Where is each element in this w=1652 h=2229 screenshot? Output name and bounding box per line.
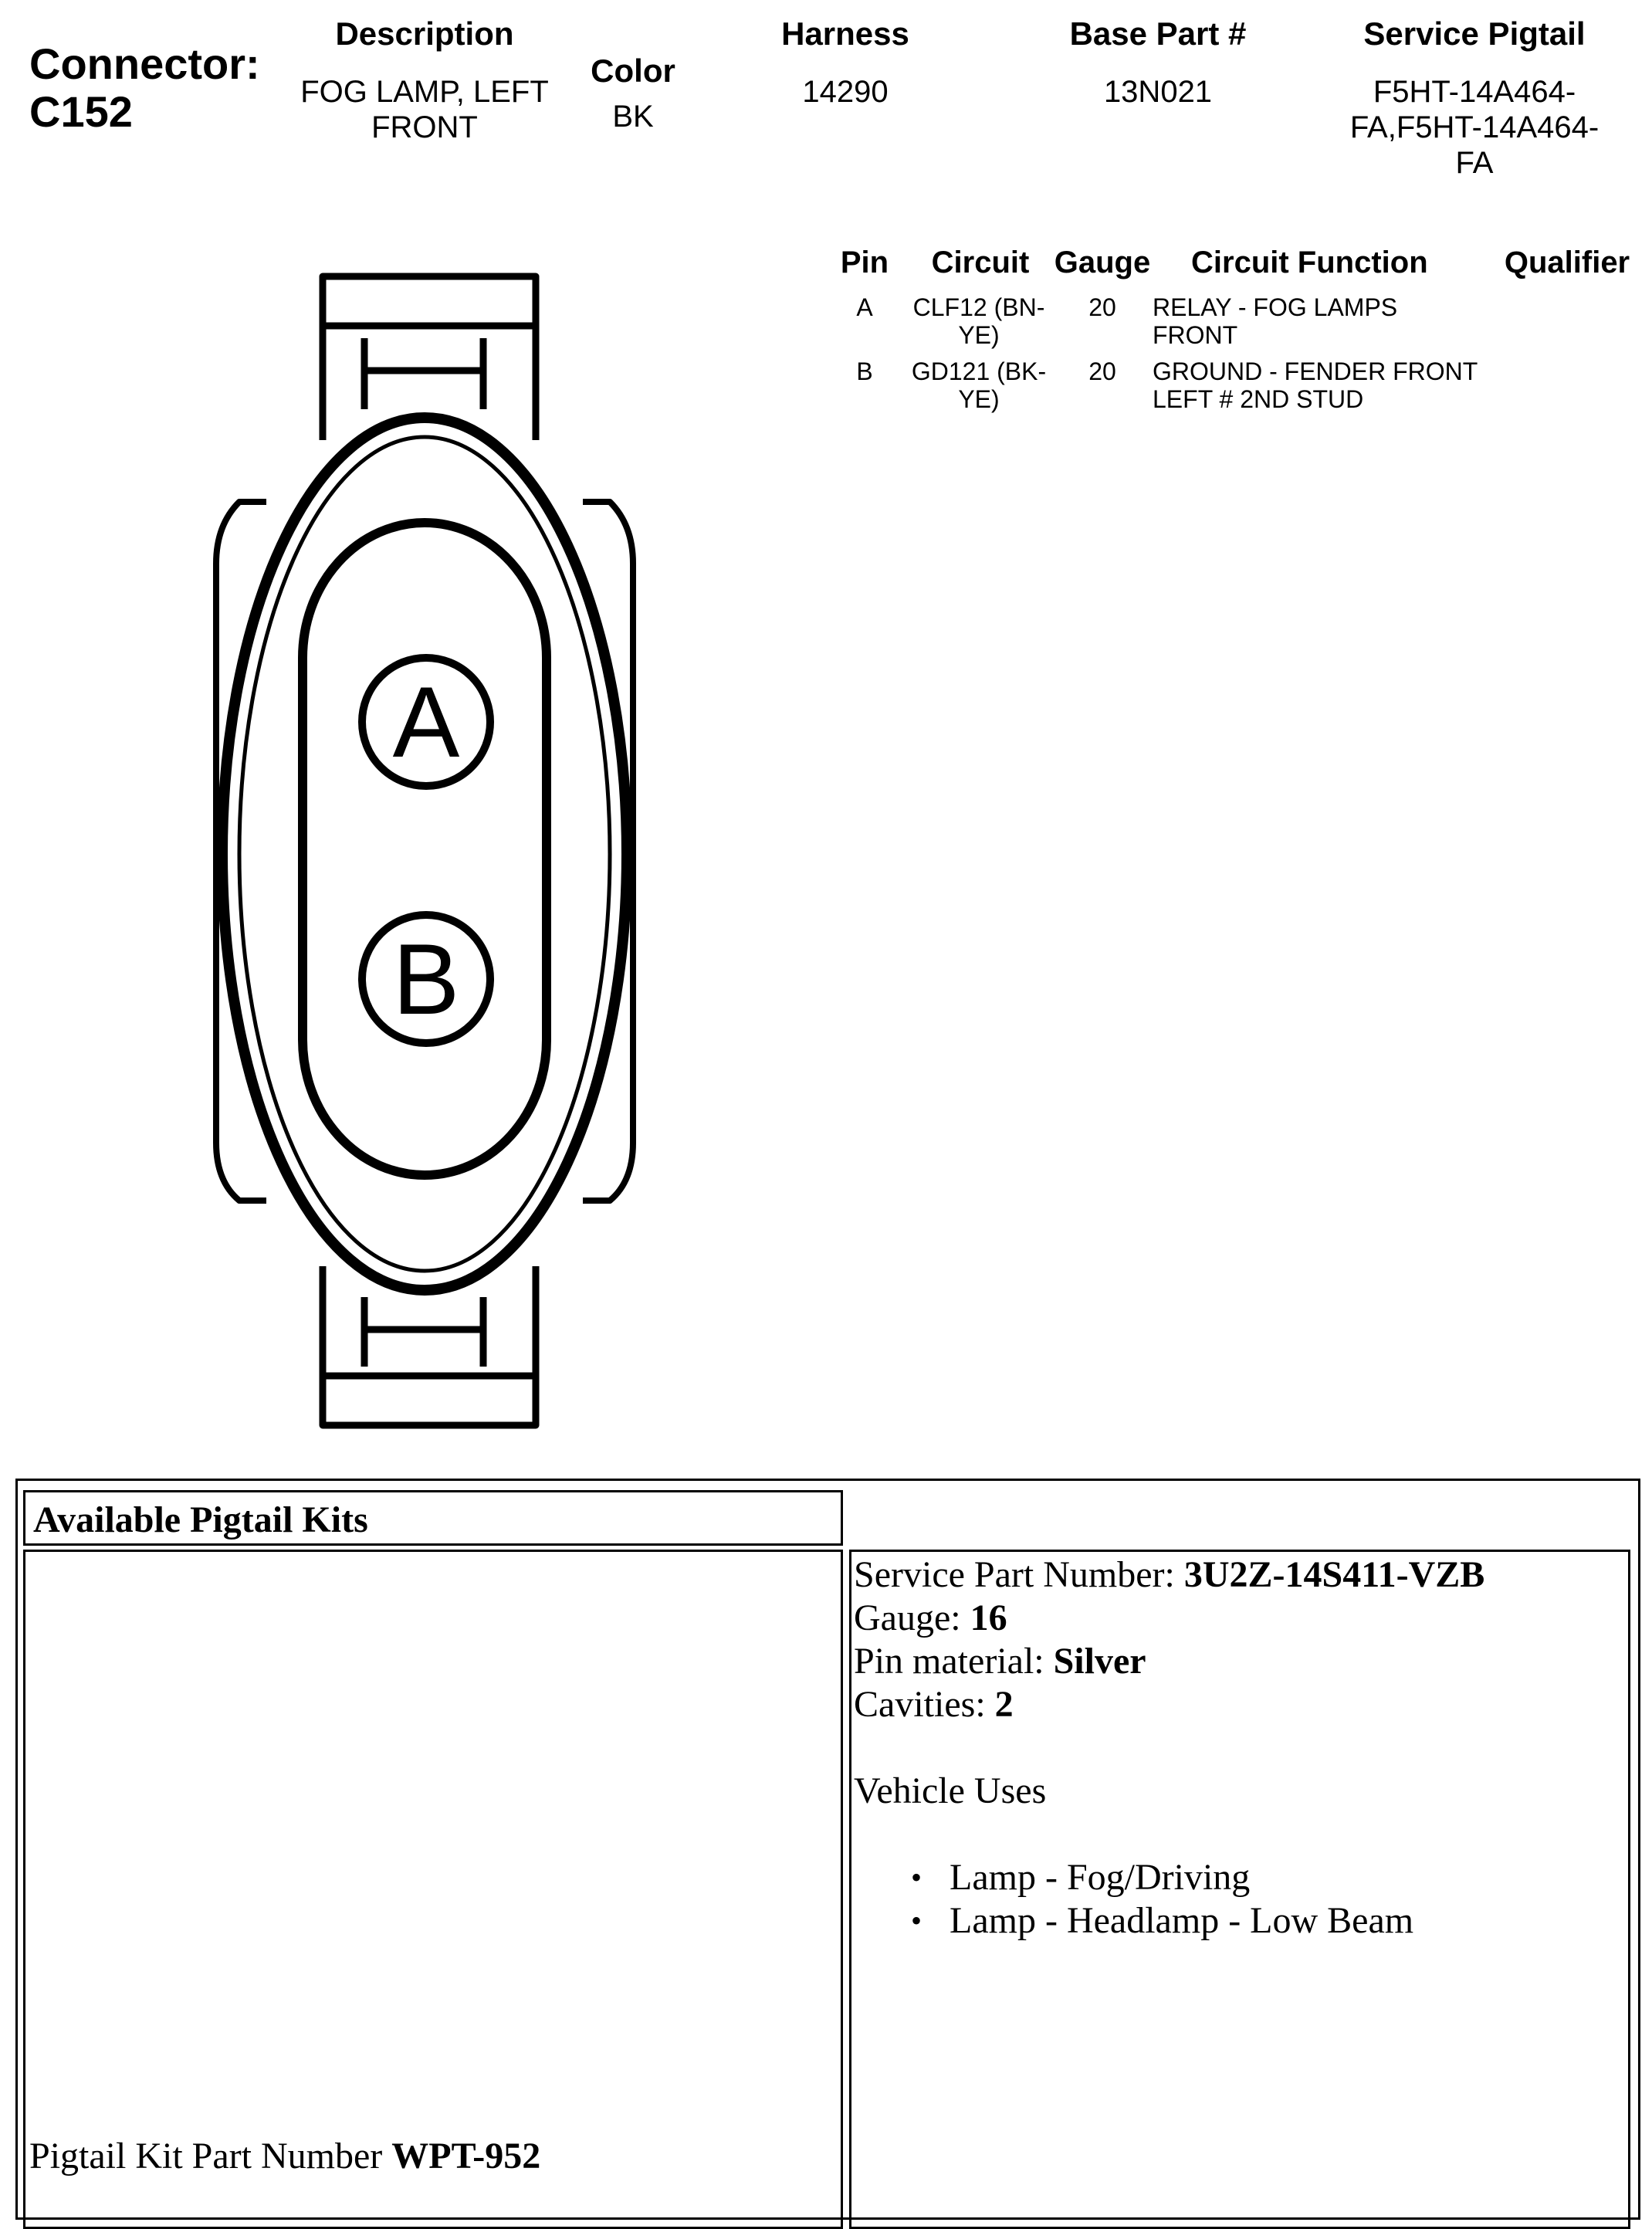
connector-insert (303, 523, 547, 1175)
service-pigtail-line: FA (1455, 146, 1494, 180)
pigtail-kits-title-cell (23, 1490, 843, 1546)
vehicle-uses-label: Vehicle Uses (854, 1770, 1047, 1811)
description-line: FRONT (371, 110, 478, 144)
function-line: FRONT (1153, 321, 1238, 349)
circuit-line: YE) (958, 321, 1000, 349)
service-pigtail-line: FA,F5HT-14A464- (1349, 110, 1600, 144)
pin-a-gauge: 20 (1088, 293, 1116, 321)
base-part-column (1034, 15, 1281, 110)
service-part-label: Service Part Number: (854, 1554, 1175, 1595)
circuit-line: GD121 (BK- (911, 357, 1047, 385)
service-pigtail-header: Service Pigtail (1363, 15, 1586, 52)
function-line: LEFT # 2ND STUD (1153, 385, 1364, 413)
pin-b-gauge: 20 (1088, 357, 1116, 385)
pin-column-header: Pin (840, 246, 889, 279)
pigtail-kits-title: Available Pigtail Kits (33, 1499, 368, 1540)
service-part-value: 3U2Z-14S411-VZB (1183, 1554, 1485, 1595)
pigtail-kit-part-number (29, 2135, 540, 2178)
cavities-value: 2 (994, 1684, 1014, 1725)
pin-a-circuit (902, 293, 1056, 349)
circuit-line: CLF12 (BN- (912, 293, 1045, 321)
vehicle-use-item: • Lamp - Fog/Driving (911, 1856, 1626, 1899)
gauge-value: 16 (970, 1597, 1007, 1638)
harness-header: Harness (781, 15, 909, 52)
connector-shell-rim (239, 437, 610, 1271)
color-value: BK (612, 100, 654, 134)
pin-a-id: A (856, 293, 873, 321)
base-part-header: Base Part # (1069, 15, 1247, 52)
pin-b-function (1153, 357, 1492, 413)
pin-table (834, 246, 1644, 423)
function-line: RELAY - FOG LAMPS (1153, 293, 1398, 321)
pin-b-label: B (392, 923, 460, 1035)
vehicle-uses-list (911, 1856, 1626, 1943)
function-column-header: Circuit Function (1191, 246, 1428, 279)
description-line: FOG LAMP, LEFT (300, 75, 549, 109)
gauge-line (854, 1597, 1626, 1640)
function-line: GROUND - FENDER FRONT (1153, 357, 1478, 385)
pin-a-function (1153, 293, 1492, 349)
connector-outer-shell (222, 418, 627, 1290)
harness-column (741, 15, 950, 110)
kit-part-label: Pigtail Kit Part Number (29, 2136, 383, 2176)
pin-b-circuit (902, 357, 1056, 413)
cavities-line (854, 1683, 1626, 1726)
pin-b-id: B (856, 357, 873, 385)
service-pigtail-column (1312, 15, 1637, 181)
color-header: Color (591, 53, 675, 89)
service-part-line (854, 1553, 1626, 1597)
connector-face-diagram (0, 0, 695, 1467)
connector-label: Connector: (29, 39, 260, 88)
cavities-label: Cavities: (854, 1684, 986, 1725)
vehicle-use-item: • Lamp - Headlamp - Low Beam (911, 1899, 1626, 1943)
kit-part-value: WPT-952 (391, 2136, 541, 2176)
service-pigtail-line: F5HT-14A464- (1373, 75, 1576, 109)
circuit-line: YE) (958, 385, 1000, 413)
circuit-column-header: Circuit (931, 246, 1030, 279)
gauge-label: Gauge: (854, 1597, 961, 1638)
connector-id: C152 (29, 87, 133, 136)
description-header: Description (335, 15, 514, 52)
gauge-column-header: Gauge (1054, 246, 1151, 279)
service-pigtail-value (1312, 74, 1637, 181)
service-part-details (854, 1553, 1626, 1943)
pin-material-value: Silver (1053, 1641, 1146, 1682)
pin-material-line (854, 1640, 1626, 1683)
pin-material-label: Pin material: (854, 1641, 1044, 1682)
qualifier-column-header: Qualifier (1504, 246, 1630, 279)
harness-value: 14290 (802, 75, 889, 109)
pigtail-kit-image-cell (23, 1550, 843, 2229)
base-part-value: 13N021 (1103, 75, 1213, 109)
pin-a-label: A (392, 666, 460, 778)
